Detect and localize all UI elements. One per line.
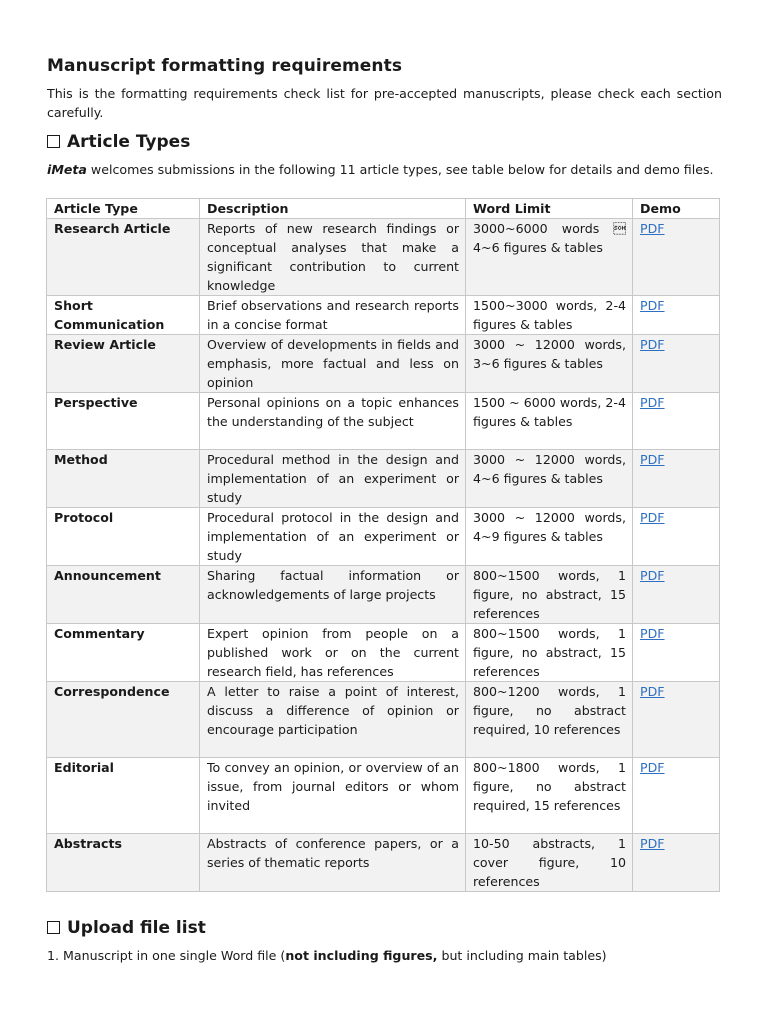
article-type-cell: Method: [47, 450, 200, 508]
article-type-cell: Review Article: [47, 335, 200, 393]
upload-list-item: [47, 946, 607, 965]
header-description: Description: [200, 199, 466, 219]
section-heading-label: Article Types: [67, 132, 191, 152]
demo-cell: [633, 296, 720, 335]
article-type-cell: Research Article: [47, 219, 200, 296]
description-cell: A letter to raise a point of interest, discuss a difference of opinion or encourage participation: [200, 682, 466, 758]
demo-cell: [633, 219, 720, 296]
word-limit-cell: 3000 ~ 12000 words, 4~6 figures & tables: [466, 450, 633, 508]
article-type-cell: Protocol: [47, 508, 200, 566]
demo-pdf-link[interactable]: PDF: [640, 395, 665, 410]
word-limit-cell: 800~1500 words, 1 figure, no abstract, 15 references: [466, 566, 633, 624]
table-row: [47, 219, 720, 296]
word-limit-cell: 800~1800 words, 1 figure, no abstract required, 15 references: [466, 758, 633, 834]
page-title: Manuscript formatting requirements: [47, 56, 403, 76]
article-type-cell: Announcement: [47, 566, 200, 624]
description-text: welcomes submissions in the following 11 article types, see table below for details and demo files.: [86, 162, 714, 177]
description-cell: Overview of developments in fields and emphasis, more factual and less on opinion: [200, 335, 466, 393]
table-row: [47, 335, 720, 393]
section-heading-article-types: [47, 130, 190, 154]
demo-cell: [633, 682, 720, 758]
article-type-cell: Correspondence: [47, 682, 200, 758]
description-cell: Personal opinions on a topic enhances the understanding of the subject: [200, 393, 466, 450]
demo-cell: [633, 834, 720, 892]
table-row: [47, 566, 720, 624]
word-limit-cell: 3000~6000 words  4~6 figures & tables: [466, 219, 633, 296]
word-limit-cell: 1500 ~ 6000 words, 2-4 figures & tables: [466, 393, 633, 450]
upload-item-prefix: 1. Manuscript in one single Word file (: [47, 948, 286, 963]
demo-cell: [633, 508, 720, 566]
article-type-cell: Perspective: [47, 393, 200, 450]
demo-cell: [633, 393, 720, 450]
table-row: [47, 393, 720, 450]
demo-pdf-link[interactable]: PDF: [640, 337, 665, 352]
demo-cell: [633, 450, 720, 508]
table-row: [47, 296, 720, 335]
description-cell: Brief observations and research reports in a concise format: [200, 296, 466, 335]
word-limit-cell: 1500~3000 words, 2-4 figures & tables: [466, 296, 633, 335]
upload-item-suffix: but including main tables): [437, 948, 607, 963]
table-row: [47, 508, 720, 566]
article-type-cell: Abstracts: [47, 834, 200, 892]
word-limit-cell: 800~1500 words, 1 figure, no abstract, 15 references: [466, 624, 633, 682]
demo-pdf-link[interactable]: PDF: [640, 684, 665, 699]
table-row: [47, 624, 720, 682]
upload-item-bold: not including figures,: [285, 948, 438, 963]
demo-cell: [633, 566, 720, 624]
table-row: [47, 834, 720, 892]
demo-pdf-link[interactable]: PDF: [640, 452, 665, 467]
description-cell: Procedural protocol in the design and implementation of an experiment or study: [200, 508, 466, 566]
description-cell: Reports of new research findings or conceptual analyses that make a significant contribution to current knowledge: [200, 219, 466, 296]
table-row: [47, 682, 720, 758]
description-cell: To convey an opinion, or overview of an issue, from journal editors or whom invited: [200, 758, 466, 834]
description-cell: Expert opinion from people on a published work or on the current research field, has references: [200, 624, 466, 682]
header-word-limit: Word Limit: [466, 199, 633, 219]
word-limit-cell: 3000 ~ 12000 words, 3~6 figures & tables: [466, 335, 633, 393]
article-type-cell: Editorial: [47, 758, 200, 834]
intro-paragraph: This is the formatting requirements check list for pre-accepted manuscripts, please check each section carefully.: [47, 86, 722, 120]
section-heading-upload: [47, 916, 206, 940]
article-type-cell: Commentary: [47, 624, 200, 682]
demo-cell: [633, 758, 720, 834]
demo-pdf-link[interactable]: PDF: [640, 626, 665, 641]
header-demo: Demo: [633, 199, 720, 219]
demo-pdf-link[interactable]: PDF: [640, 836, 665, 851]
demo-pdf-link[interactable]: PDF: [640, 510, 665, 525]
table-header-row: [47, 199, 720, 219]
section-heading-label: Upload file list: [67, 918, 206, 938]
demo-pdf-link[interactable]: PDF: [640, 568, 665, 583]
word-limit-cell: 3000 ~ 12000 words, 4~9 figures & tables: [466, 508, 633, 566]
checkbox-icon: [47, 135, 60, 148]
journal-name: iMeta: [47, 162, 87, 177]
table-row: [47, 758, 720, 834]
demo-cell: [633, 335, 720, 393]
word-limit-cell: 800~1200 words, 1 figure, no abstract required, 10 references: [466, 682, 633, 758]
article-type-cell: Short Communication: [47, 296, 200, 335]
checkbox-icon: [47, 921, 60, 934]
header-article-type: Article Type: [47, 199, 200, 219]
article-types-description: [47, 160, 722, 179]
description-cell: Abstracts of conference papers, or a series of thematic reports: [200, 834, 466, 892]
table-row: [47, 450, 720, 508]
demo-pdf-link[interactable]: PDF: [640, 760, 665, 775]
description-cell: Procedural method in the design and implementation of an experiment or study: [200, 450, 466, 508]
description-cell: Sharing factual information or acknowledgements of large projects: [200, 566, 466, 624]
demo-pdf-link[interactable]: PDF: [640, 298, 665, 313]
word-limit-cell: 10-50 abstracts, 1 cover figure, 10 references: [466, 834, 633, 892]
demo-pdf-link[interactable]: PDF: [640, 221, 665, 236]
article-types-table: [46, 198, 720, 892]
demo-cell: [633, 624, 720, 682]
